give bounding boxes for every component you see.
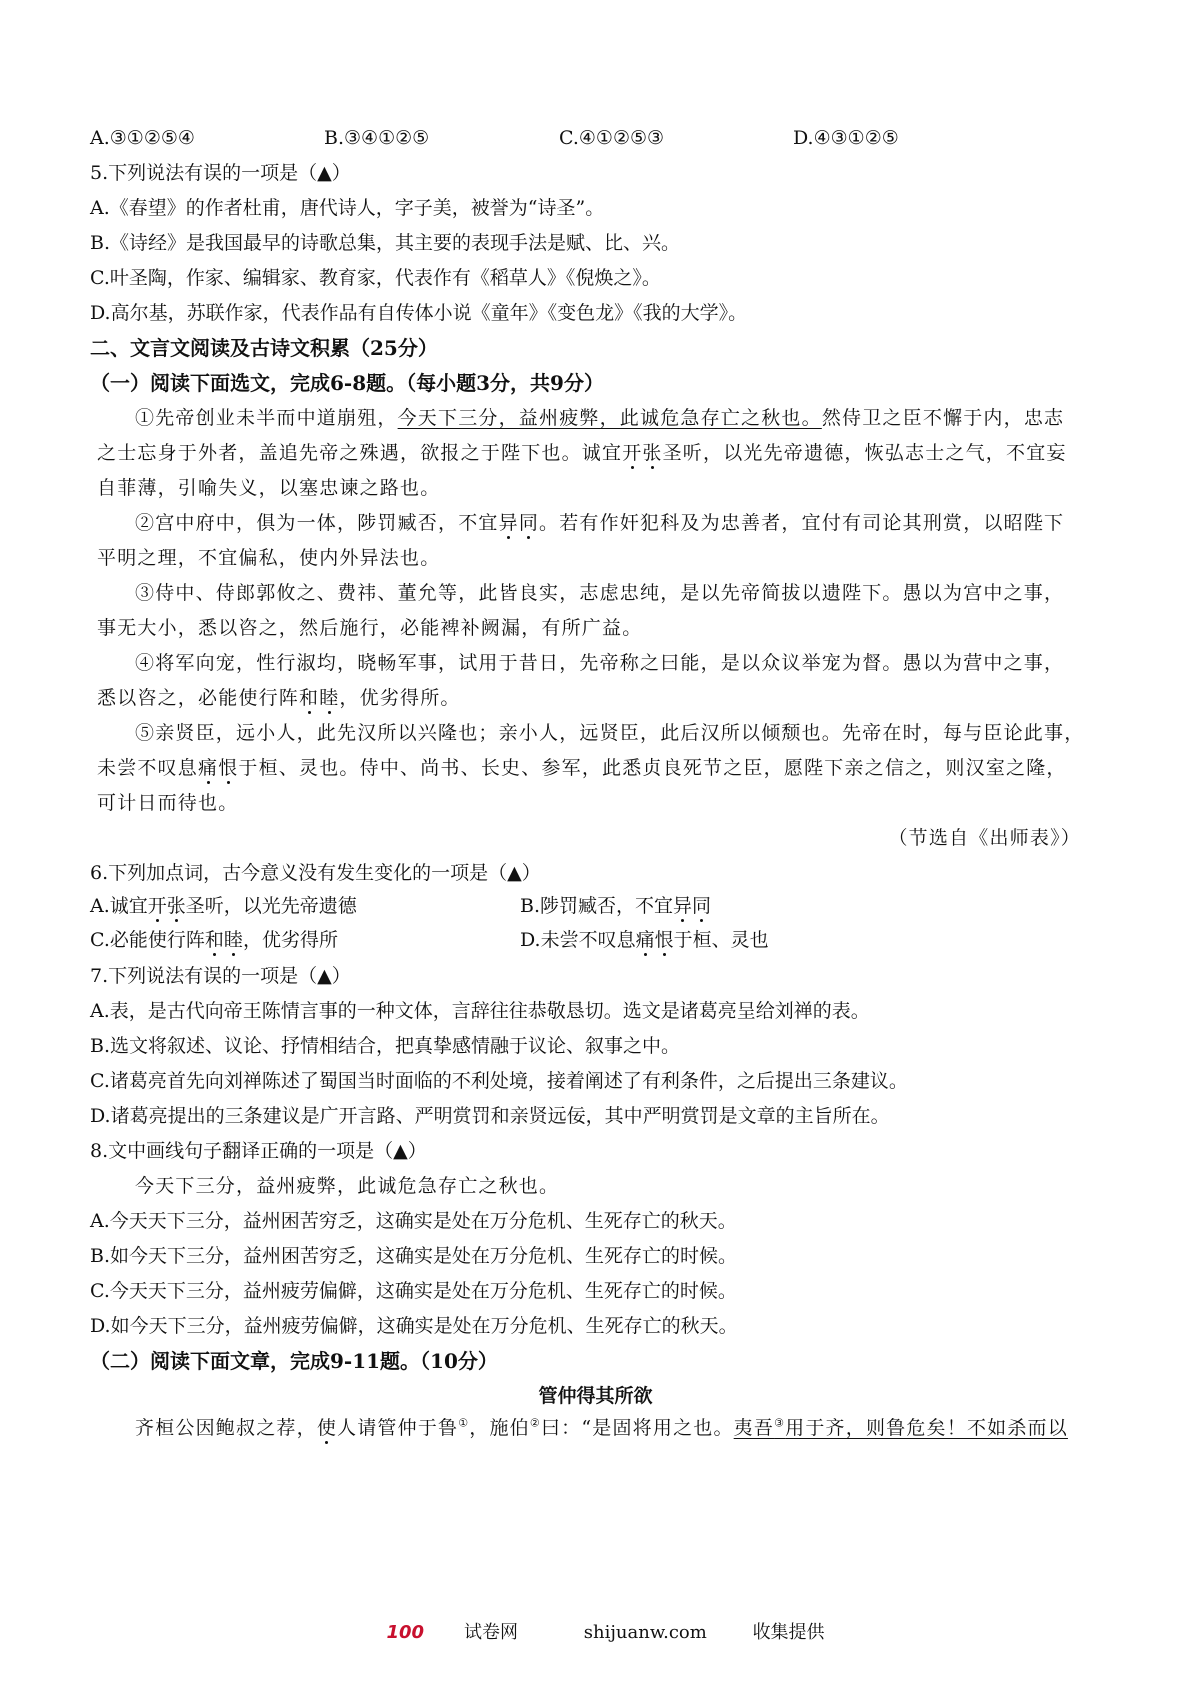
article-title: 管仲得其所欲: [538, 1385, 653, 1407]
passage-source: （节选自《出师表》）: [888, 827, 1081, 849]
q8-quote: 今天下三分，益州疲弊，此诚危急存亡之秋也。: [135, 1175, 560, 1197]
passage-p3-line1: ③侍中、侍郎郭攸之、费祎、董允等，此皆良实，志虑忠纯，是以先帝简拔以遗陛下。愚以为宫中之事，: [135, 582, 1065, 604]
part1-title: （一）阅读下面选文，完成6-8题。（每小题3分，共9分）: [90, 371, 604, 395]
passage-p4-line2: 悉以咨之，必能使行阵和睦，优劣得所。: [97, 687, 461, 709]
passage-p1-line1: ①先帝创业未半而中道崩殂，今天下三分，益州疲弊，此诚危急存亡之秋也。然侍卫之臣不懈于内，忠志: [135, 407, 1065, 429]
q4-option-a: A.③①②⑤④: [90, 127, 195, 149]
q8-option-a: A.今天天下三分，益州困苦穷乏，这确实是处在万分危机、生死存亡的秋天。: [90, 1210, 737, 1232]
q8-option-b: B.如今天下三分，益州困苦穷乏，这确实是处在万分危机、生死存亡的时候。: [90, 1245, 738, 1267]
footer-domain: shijuanw.com: [583, 1622, 707, 1643]
q5-option-b: B.《诗经》是我国最早的诗歌总集，其主要的表现手法是赋、比、兴。: [90, 232, 681, 254]
q6-option-d: D.未尝不叹息痛恨于桓、灵也: [520, 929, 769, 951]
q7-option-b: B.选文将叙述、议论、抒情相结合，把真挚感情融于议论、叙事之中。: [90, 1035, 681, 1057]
q4-option-c: C.④①②⑤③: [559, 127, 665, 149]
part2-title: （二）阅读下面文章，完成9-11题。（10分）: [90, 1349, 498, 1373]
q8-stem: 8.文中画线句子翻译正确的一项是（▲）: [90, 1140, 427, 1162]
passage-p2-line2: 平明之理，不宜偏私，使内外异法也。: [97, 547, 441, 569]
q6-stem: 6.下列加点词，古今意义没有发生变化的一项是（▲）: [90, 862, 541, 884]
footer-provided: 收集提供: [752, 1622, 825, 1643]
passage-p1-line3: 自菲薄，引喻失义，以塞忠谏之路也。: [97, 477, 441, 499]
passage-p5-line3: 可计日而待也。: [97, 792, 239, 814]
passage-p5-line2: 未尝不叹息痛恨于桓、灵也。侍中、尚书、长史、参军，此悉贞良死节之臣，愿陛下亲之信之，则汉室之隆，: [97, 757, 1067, 779]
passage-p4-line1: ④将军向宠，性行淑均，晓畅军事，试用于昔日，先帝称之曰能，是以众议举宠为督。愚以为营中之事，: [135, 652, 1065, 674]
article-line1: 齐桓公因鲍叔之荐，使人请管仲于鲁①，施伯②曰：“是固将用之也。夷吾③用于齐，则鲁危矣！不如杀而以: [135, 1416, 1068, 1439]
passage-p5-line1: ⑤亲贤臣，远小人，此先汉所以兴隆也；亲小人，远贤臣，此后汉所以倾颓也。先帝在时，每与臣论此事，: [135, 722, 1085, 744]
q4-option-b: B.③④①②⑤: [324, 127, 430, 149]
q8-option-c: C.今天天下三分，益州疲劳偏僻，这确实是处在万分危机、生死存亡的时候。: [90, 1280, 737, 1302]
underlined-sentence-2: 夷吾③用于齐，则鲁危矣！不如杀而以: [733, 1416, 1068, 1439]
q7-stem: 7.下列说法有误的一项是（▲）: [90, 965, 351, 987]
q6-option-b: B.陟罚臧否，不宜异同: [520, 895, 712, 917]
q7-option-d: D.诸葛亮提出的三条建议是广开言路、严明赏罚和亲贤远佞，其中严明赏罚是文章的主旨所在。: [90, 1105, 890, 1127]
q7-option-a: A.表，是古代向帝王陈情言事的一种文体，言辞往往恭敬恳切。选文是诸葛亮呈给刘禅的表。: [90, 1000, 870, 1022]
section2-title: 二、文言文阅读及古诗文积累（25分）: [90, 336, 438, 360]
q5-option-a: A.《春望》的作者杜甫，唐代诗人，字子美，被誉为“诗圣”。: [90, 197, 605, 219]
q7-option-c: C.诸葛亮首先向刘禅陈述了蜀国当时面临的不利处境，接着阐述了有利条件，之后提出三条建议。: [90, 1070, 908, 1092]
q5-option-c: C.叶圣陶，作家、编辑家、教育家，代表作有《稻草人》《倪焕之》。: [90, 267, 661, 289]
passage-p3-line2: 事无大小，悉以咨之，然后施行，必能裨补阙漏，有所广益。: [97, 617, 643, 639]
footer-logo: 100 试卷网: [386, 1622, 519, 1643]
underlined-sentence: 今天下三分，益州疲弊，此诚危急存亡之秋也。: [397, 407, 822, 429]
passage-p2-line1: ②宫中府中，俱为一体，陟罚臧否，不宜异同。若有作奸犯科及为忠善者，宜付有司论其刑赏，以昭陛下: [135, 512, 1065, 534]
q5-option-d: D.高尔基，苏联作家，代表作品有自传体小说《童年》《变色龙》《我的大学》。: [90, 302, 748, 324]
page-footer: [0, 1618, 1191, 1644]
q8-option-d: D.如今天下三分，益州疲劳偏僻，这确实是处在万分危机、生死存亡的秋天。: [90, 1315, 738, 1337]
q6-option-a: A.诚宜开张圣听，以光先帝遗德: [90, 895, 357, 917]
q6-option-c: C.必能使行阵和睦，优劣得所: [90, 929, 338, 951]
passage-p1-line2: 之士忘身于外者，盖追先帝之殊遇，欲报之于陛下也。诚宜开张圣听，以光先帝遗德，恢弘志士之气，不宜妄: [97, 442, 1067, 464]
q5-stem: 5.下列说法有误的一项是（▲）: [90, 162, 351, 184]
q4-option-d: D.④③①②⑤: [793, 127, 899, 149]
